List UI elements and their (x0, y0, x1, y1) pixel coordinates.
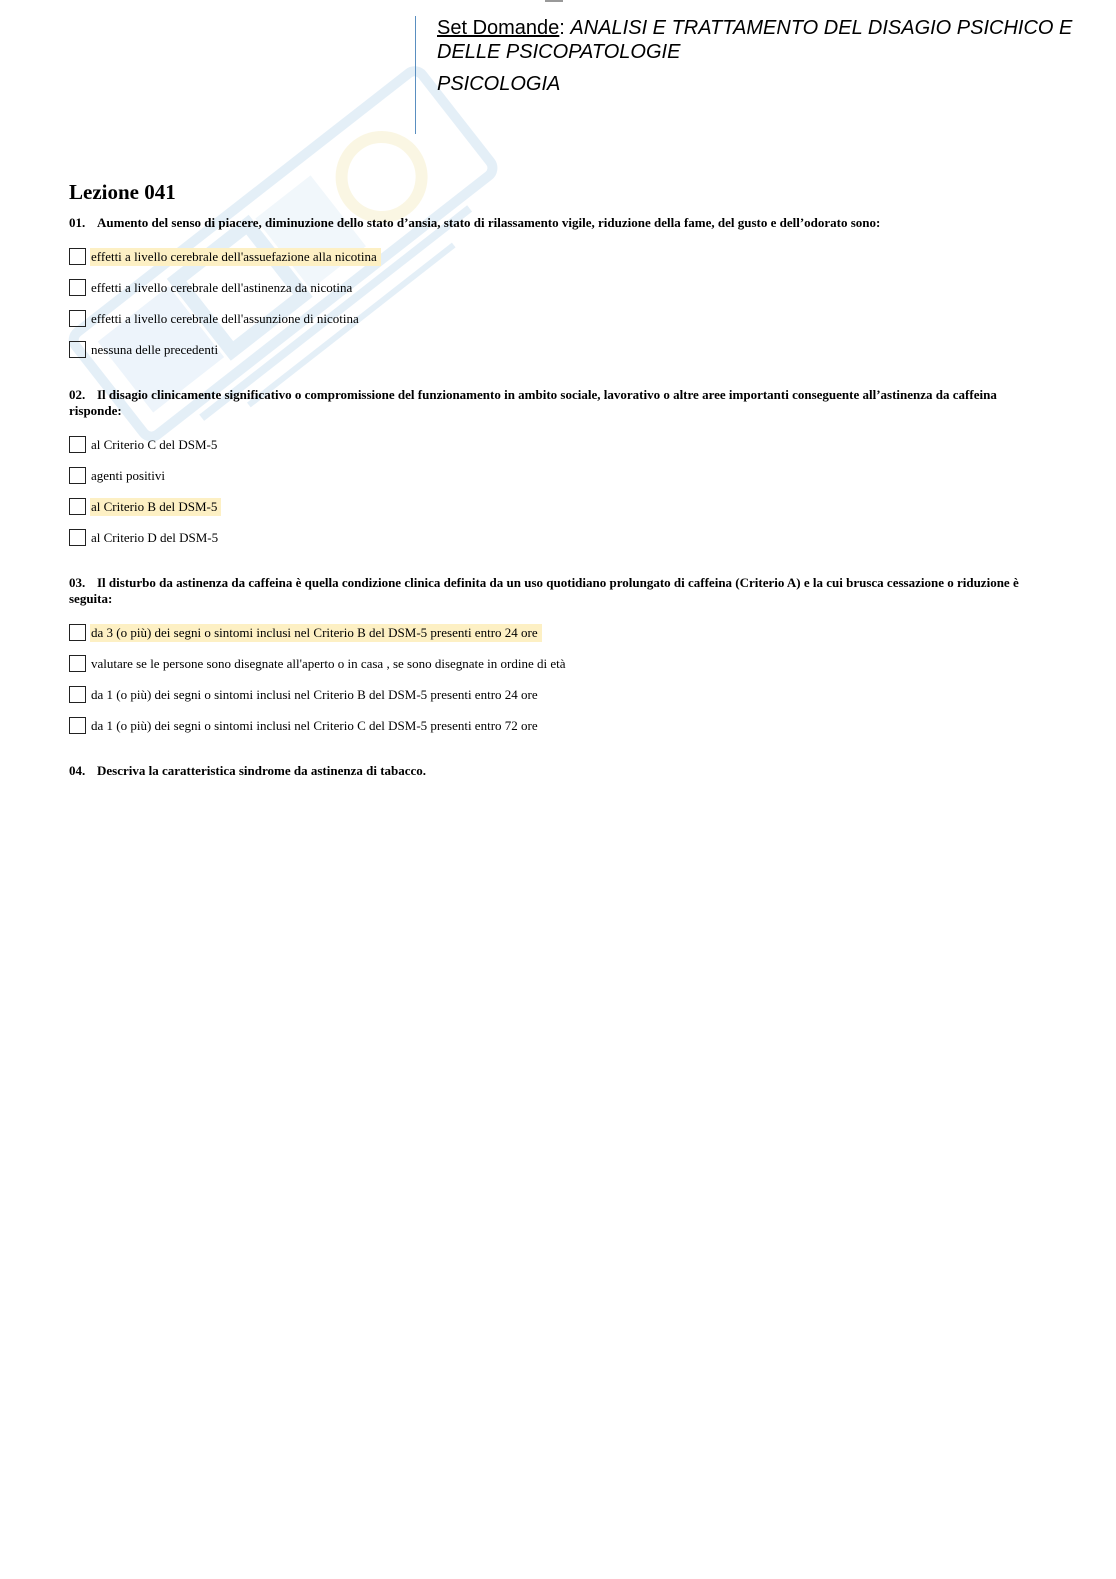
page-top-mark (545, 0, 563, 2)
question-prompt: Il disturbo da astinenza da caffeina è quella condizione clinica definita da un uso quotidiano prolungato di caffeina (Criterio A) e la cui brusca cessazione o riduzione è seguita: (69, 575, 1019, 606)
answer-option[interactable] (69, 460, 1049, 491)
answer-option-label: agenti positivi (91, 467, 166, 483)
answer-option-label: al Criterio B del DSM-5 (90, 498, 221, 516)
answer-option[interactable] (69, 522, 1049, 553)
answer-option-label: valutare se le persone sono disegnate all'aperto o in casa , se sono disegnate in ordine di età (91, 655, 566, 671)
answer-option[interactable] (69, 491, 1049, 522)
course-name: ANALISI E TRATTAMENTO DEL DISAGIO PSICHICO E DELLE PSICOPATOLOGIE (437, 17, 1073, 63)
answer-option[interactable] (69, 617, 1049, 648)
answer-option[interactable] (69, 241, 1049, 272)
answer-option[interactable] (69, 334, 1049, 365)
answer-option[interactable] (69, 710, 1049, 741)
question-prompt: Il disagio clinicamente significativo o compromissione del funzionamento in ambito sociale, lavorativo o altre aree importanti conseguente all’astinenza da caffeina risponde: (69, 387, 997, 418)
checkbox-icon[interactable] (69, 310, 86, 327)
checkbox-icon[interactable] (69, 436, 86, 453)
question-list (69, 215, 1049, 779)
question-number: 03. (69, 575, 86, 590)
answer-option[interactable] (69, 272, 1049, 303)
checkbox-icon[interactable] (69, 248, 86, 265)
checkbox-icon[interactable] (69, 624, 86, 641)
header-title (437, 16, 1107, 64)
answer-option-label: al Criterio D del DSM-5 (91, 529, 219, 545)
document-header (437, 16, 1107, 96)
set-label: Set Domande (437, 17, 560, 39)
main-content (69, 180, 1049, 801)
answer-option-label: da 1 (o più) dei segni o sintomi inclusi nel Criterio C del DSM-5 presenti entro 72 ore (91, 717, 538, 733)
checkbox-icon[interactable] (69, 467, 86, 484)
checkbox-icon[interactable] (69, 341, 86, 358)
question-number: 01. (69, 215, 86, 230)
checkbox-icon[interactable] (69, 279, 86, 296)
checkbox-icon[interactable] (69, 655, 86, 672)
answer-option[interactable] (69, 679, 1049, 710)
checkbox-icon[interactable] (69, 717, 86, 734)
answer-option[interactable] (69, 648, 1049, 679)
answer-option-label: effetti a livello cerebrale dell'astinenza da nicotina (91, 279, 353, 295)
checkbox-icon[interactable] (69, 498, 86, 515)
subject-name: PSICOLOGIA (437, 73, 561, 95)
checkbox-icon[interactable] (69, 686, 86, 703)
question-text (69, 763, 1049, 779)
question-item (69, 763, 1049, 779)
answer-option-label: effetti a livello cerebrale dell'assuefazione alla nicotina (90, 248, 381, 266)
answer-option-label: da 3 (o più) dei segni o sintomi inclusi nel Criterio B del DSM-5 presenti entro 24 ore (90, 624, 542, 642)
question-text (69, 575, 1049, 607)
header-divider (415, 16, 416, 134)
answer-option-label: nessuna delle precedenti (91, 341, 219, 357)
question-prompt: Aumento del senso di piacere, diminuzione dello stato d’ansia, stato di rilassamento vigile, riduzione della fame, del gusto e dell’odorato sono: (97, 215, 881, 230)
answer-option[interactable] (69, 303, 1049, 334)
question-item (69, 215, 1049, 365)
question-item (69, 387, 1049, 553)
question-text (69, 387, 1049, 419)
answer-option-label: effetti a livello cerebrale dell'assunzione di nicotina (91, 310, 359, 326)
checkbox-icon[interactable] (69, 529, 86, 546)
answer-option-label: da 1 (o più) dei segni o sintomi inclusi nel Criterio B del DSM-5 presenti entro 24 ore (91, 686, 538, 702)
question-number: 02. (69, 387, 86, 402)
header-separator: : (559, 17, 571, 39)
question-number: 04. (69, 763, 86, 778)
lesson-title: Lezione 041 (69, 180, 176, 204)
answer-option-label: al Criterio C del DSM-5 (91, 436, 218, 452)
question-prompt: Descriva la caratteristica sindrome da astinenza di tabacco. (97, 763, 427, 778)
question-item (69, 575, 1049, 741)
answer-option[interactable] (69, 429, 1049, 460)
question-text (69, 215, 1049, 231)
